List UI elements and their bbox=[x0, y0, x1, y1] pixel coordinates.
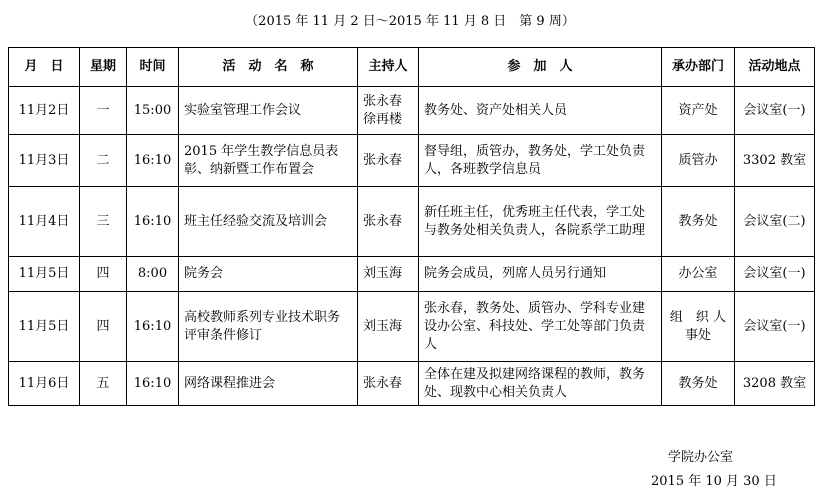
cell-date: 11月4日 bbox=[9, 187, 80, 257]
table-row bbox=[9, 362, 815, 406]
cell-activity: 网络课程推进会 bbox=[179, 362, 358, 406]
cell-weekday: 一 bbox=[80, 87, 127, 135]
table-row bbox=[9, 135, 815, 187]
cell-host: 张永春 bbox=[358, 362, 419, 406]
cell-weekday: 二 bbox=[80, 135, 127, 187]
cell-host: 刘玉海 bbox=[358, 292, 419, 362]
cell-activity: 高校教师系列专业技术职务评审条件修订 bbox=[179, 292, 358, 362]
cell-activity: 实验室管理工作会议 bbox=[179, 87, 358, 135]
cell-activity: 班主任经验交流及培训会 bbox=[179, 187, 358, 257]
header-activity: 活 动 名 称 bbox=[179, 48, 358, 87]
cell-dept: 组 织 人事处 bbox=[662, 292, 735, 362]
cell-date: 11月3日 bbox=[9, 135, 80, 187]
header-location: 活动地点 bbox=[735, 48, 815, 87]
cell-time: 8:00 bbox=[127, 257, 179, 292]
schedule-subtitle: （2015 年 11 月 2 日～2015 年 11 月 8 日 第 9 周） bbox=[245, 14, 575, 29]
cell-activity: 2015 年学生教学信息员表彰、纳新暨工作布置会 bbox=[179, 135, 358, 187]
cell-date: 11月2日 bbox=[9, 87, 80, 135]
cell-host: 张永春 bbox=[358, 135, 419, 187]
header-time: 时间 bbox=[127, 48, 179, 87]
cell-dept: 质管办 bbox=[662, 135, 735, 187]
cell-participants: 院务会成员，列席人员另行通知 bbox=[419, 257, 662, 292]
table-row bbox=[9, 292, 815, 362]
header-dept: 承办部门 bbox=[662, 48, 735, 87]
cell-time: 16:10 bbox=[127, 187, 179, 257]
table-row bbox=[9, 257, 815, 292]
cell-weekday: 四 bbox=[80, 292, 127, 362]
cell-time: 16:10 bbox=[127, 292, 179, 362]
header-participants: 参 加 人 bbox=[419, 48, 662, 87]
cell-activity: 院务会 bbox=[179, 257, 358, 292]
issuer-name: 学院办公室 bbox=[668, 450, 734, 465]
cell-location: 3208 教室 bbox=[735, 362, 815, 406]
cell-location: 会议室(一) bbox=[735, 87, 815, 135]
table-header-row bbox=[9, 48, 815, 87]
cell-participants: 督导组，质管办，教务处，学工处负责人，各班教学信息员 bbox=[419, 135, 662, 187]
cell-location: 会议室(一) bbox=[735, 292, 815, 362]
cell-participants: 张永春，教务处、质管办、学科专业建设办公室、科技处、学工处等部门负责人 bbox=[419, 292, 662, 362]
cell-date: 11月5日 bbox=[9, 292, 80, 362]
table-row bbox=[9, 87, 815, 135]
cell-date: 11月6日 bbox=[9, 362, 80, 406]
cell-participants: 教务处、资产处相关人员 bbox=[419, 87, 662, 135]
cell-host: 刘玉海 bbox=[358, 257, 419, 292]
cell-time: 16:10 bbox=[127, 362, 179, 406]
schedule-table bbox=[8, 47, 815, 406]
header-date: 月 日 bbox=[9, 48, 80, 87]
cell-time: 16:10 bbox=[127, 135, 179, 187]
cell-time: 15:00 bbox=[127, 87, 179, 135]
cell-weekday: 三 bbox=[80, 187, 127, 257]
cell-participants: 全体在建及拟建网络课程的教师，教务处、现教中心相关负责人 bbox=[419, 362, 662, 406]
header-host: 主持人 bbox=[358, 48, 419, 87]
cell-participants: 新任班主任，优秀班主任代表，学工处与教务处相关负责人，各院系学工助理 bbox=[419, 187, 662, 257]
cell-host: 张永春 徐再楼 bbox=[358, 87, 419, 135]
cell-dept: 教务处 bbox=[662, 362, 735, 406]
cell-dept: 资产处 bbox=[662, 87, 735, 135]
cell-dept: 办公室 bbox=[662, 257, 735, 292]
cell-location: 3302 教室 bbox=[735, 135, 815, 187]
cell-host: 张永春 bbox=[358, 187, 419, 257]
table-row bbox=[9, 187, 815, 257]
header-weekday: 星期 bbox=[80, 48, 127, 87]
cell-weekday: 四 bbox=[80, 257, 127, 292]
cell-weekday: 五 bbox=[80, 362, 127, 406]
cell-location: 会议室(一) bbox=[735, 257, 815, 292]
cell-dept: 教务处 bbox=[662, 187, 735, 257]
cell-date: 11月5日 bbox=[9, 257, 80, 292]
cell-location: 会议室(二) bbox=[735, 187, 815, 257]
issue-date: 2015 年 10 月 30 日 bbox=[651, 474, 777, 489]
